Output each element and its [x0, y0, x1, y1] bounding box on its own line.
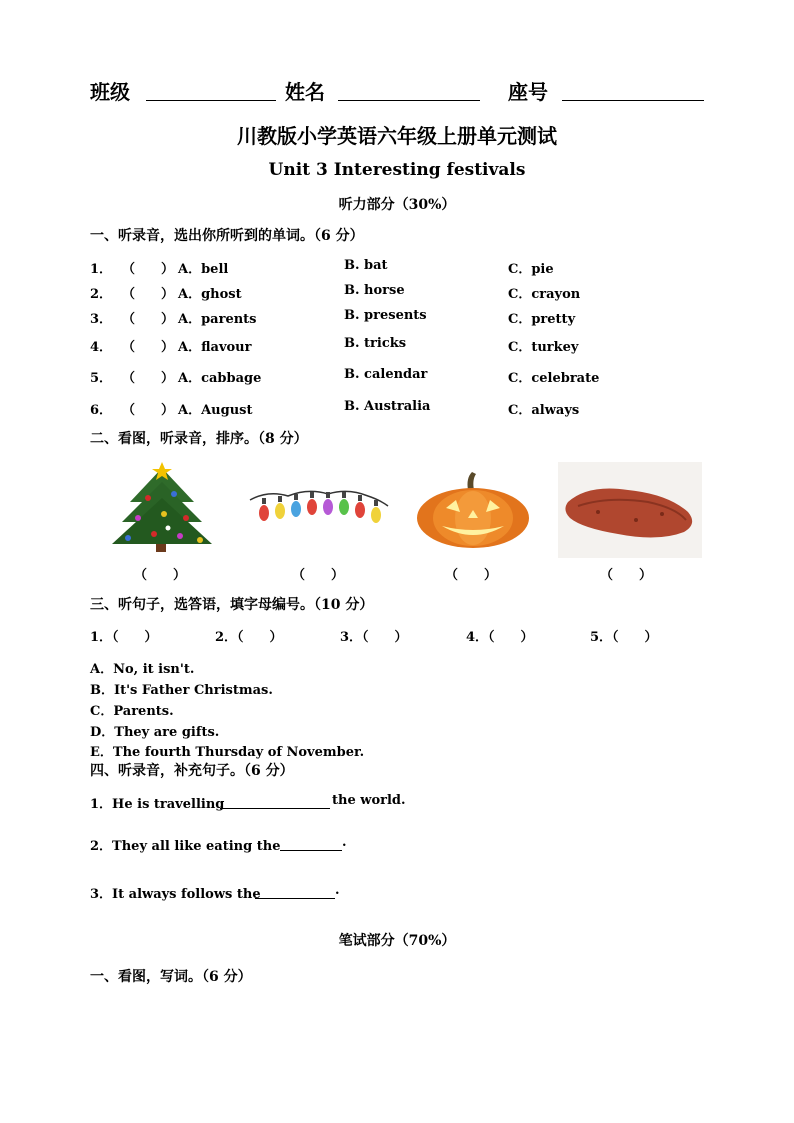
part3-blank-4[interactable]: 4．（ ） [466, 630, 534, 645]
sentence-1-end: the world. [332, 793, 406, 808]
part1-option-c-text: C．crayon [508, 287, 581, 302]
string-lights-icon [248, 486, 390, 532]
part1-option-b-text: B. bat [344, 258, 388, 273]
listening-heading: 听力部分（30%） [338, 197, 456, 213]
part1-answer-paren[interactable]: （ ） [122, 371, 175, 386]
page-title: 川教版小学英语六年级上册单元测试 [237, 124, 557, 148]
sentence-3-start: 3．It always follows the [90, 887, 261, 902]
written-part1-heading: 一、看图，写词。（6 分） [90, 969, 252, 985]
part1-option-b-text: B. horse [344, 283, 405, 298]
part1-option-a-text: A．cabbage [178, 371, 262, 386]
picture-answer-3[interactable]: （ ） [445, 568, 498, 583]
class-field[interactable] [146, 100, 276, 101]
part1-answer-paren[interactable]: （ ） [122, 312, 175, 327]
part1-answer-paren[interactable]: （ ） [122, 403, 175, 418]
written-heading: 笔试部分（70%） [338, 933, 456, 949]
part1-answer-paren[interactable]: （ ） [122, 340, 175, 355]
sentence-1-blank[interactable] [220, 808, 330, 809]
part1-option-b-text: B. presents [344, 308, 427, 323]
part1-option-a-text: A．flavour [178, 340, 252, 355]
part1-answer-paren[interactable]: （ ） [122, 262, 175, 277]
part3-heading: 三、听句子，选答语，填字母编号。（10 分） [90, 597, 374, 613]
option-c: C．Parents. [90, 704, 174, 719]
seat-field[interactable] [562, 100, 704, 101]
part3-blank-5[interactable]: 5．（ ） [590, 630, 658, 645]
sentence-2-end: . [342, 835, 347, 850]
part3-blank-1[interactable]: 1．（ ） [90, 630, 158, 645]
part4-heading: 四、听录音，补充句子。（6 分） [90, 763, 294, 779]
sentence-3-end: . [335, 883, 340, 898]
sentence-3-blank[interactable] [255, 898, 335, 899]
part2-heading: 二、看图，听录音，排序。（8 分） [90, 431, 308, 447]
part1-option-c-text: C．always [508, 403, 580, 418]
option-a: A．No, it isn't. [90, 662, 195, 677]
picture-answer-1[interactable]: （ ） [134, 568, 187, 583]
unit-title: Unit 3 Interesting festivals [268, 160, 526, 180]
sentence-2-start: 2．They all like eating the [90, 839, 281, 854]
part1-answer-paren[interactable]: （ ） [122, 287, 175, 302]
part1-item-number: 3． [90, 312, 113, 327]
part1-option-a-text: A．bell [178, 262, 229, 277]
jack-o-lantern-icon [412, 470, 534, 550]
option-e: E．The fourth Thursday of November. [90, 745, 365, 760]
sentence-2-blank[interactable] [280, 850, 342, 851]
sweet-potato-icon [558, 462, 702, 558]
part1-item-number: 1． [90, 262, 113, 277]
name-label: 姓名 [285, 80, 325, 104]
class-label: 班级 [90, 80, 130, 104]
name-field[interactable] [338, 100, 480, 101]
part1-item-number: 2． [90, 287, 113, 302]
part1-option-a-text: A．ghost [178, 287, 242, 302]
option-d: D．They are gifts. [90, 725, 220, 740]
christmas-tree-icon [108, 462, 216, 554]
part1-option-b-text: B. Australia [344, 399, 431, 414]
part3-blank-3[interactable]: 3．（ ） [340, 630, 408, 645]
sentence-1-start: 1．He is travelling [90, 797, 225, 812]
picture-answer-2[interactable]: （ ） [292, 568, 345, 583]
part3-blank-2[interactable]: 2．（ ） [215, 630, 283, 645]
part1-item-number: 4． [90, 340, 113, 355]
seat-label: 座号 [508, 80, 548, 104]
part1-option-c-text: C．celebrate [508, 371, 600, 386]
part1-option-b-text: B. tricks [344, 336, 407, 351]
part1-option-a-text: A．August [178, 403, 253, 418]
picture-answer-4[interactable]: （ ） [600, 568, 653, 583]
part1-item-number: 5． [90, 371, 113, 386]
part1-option-c-text: C．pretty [508, 312, 576, 327]
part1-option-c-text: C．pie [508, 262, 554, 277]
part1-option-c-text: C．turkey [508, 340, 579, 355]
part1-heading: 一、听录音，选出你所听到的单词。（6 分） [90, 228, 364, 244]
part1-option-b-text: B. calendar [344, 367, 428, 382]
part1-option-a-text: A．parents [178, 312, 257, 327]
part1-item-number: 6． [90, 403, 113, 418]
option-b: B．It's Father Christmas. [90, 683, 273, 698]
